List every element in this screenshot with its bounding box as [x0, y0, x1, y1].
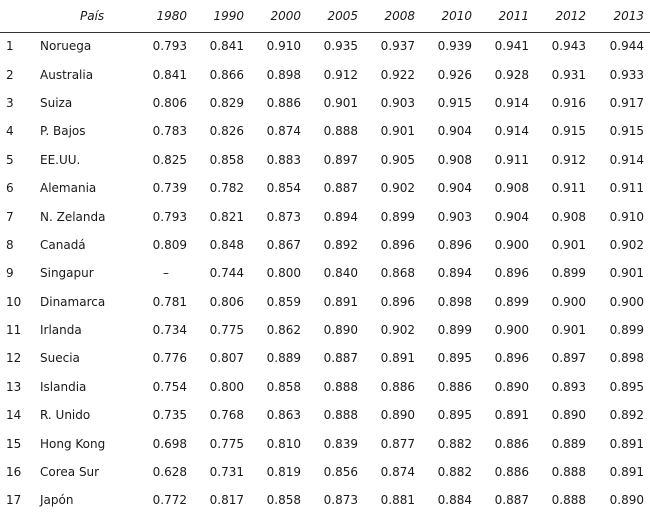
row-rank: 5	[6, 152, 14, 167]
table-body	[0, 32, 650, 515]
header-year: 2008	[384, 8, 415, 23]
row-value: 0.937	[380, 39, 415, 54]
table-row	[0, 288, 650, 316]
table-row	[0, 344, 650, 372]
row-rank: 10	[6, 294, 22, 309]
row-value: –	[163, 266, 169, 281]
row-rank: 2	[6, 67, 14, 82]
row-value: 0.841	[152, 67, 187, 82]
row-value: 0.891	[380, 351, 415, 366]
row-value: 0.858	[209, 152, 244, 167]
row-value: 0.829	[209, 95, 244, 110]
row-value: 0.941	[494, 39, 529, 54]
table-row	[0, 32, 650, 60]
row-value: 0.735	[152, 408, 187, 423]
row-value: 0.903	[437, 209, 472, 224]
row-value: 0.900	[551, 294, 586, 309]
row-value: 0.868	[380, 266, 415, 281]
row-value: 0.877	[380, 436, 415, 451]
row-value: 0.884	[437, 493, 472, 508]
row-value: 0.825	[152, 152, 187, 167]
row-value: 0.806	[152, 95, 187, 110]
row-value: 0.862	[266, 323, 301, 338]
row-value: 0.899	[437, 323, 472, 338]
row-value: 0.943	[551, 39, 586, 54]
row-value: 0.886	[494, 436, 529, 451]
table-row	[0, 259, 650, 287]
row-value: 0.939	[437, 39, 472, 54]
row-rank: 8	[6, 237, 14, 252]
row-value: 0.911	[494, 152, 529, 167]
row-value: 0.783	[152, 124, 187, 139]
row-value: 0.744	[209, 266, 244, 281]
row-value: 0.858	[266, 493, 301, 508]
row-rank: 14	[6, 408, 22, 423]
table-row	[0, 401, 650, 429]
row-value: 0.895	[437, 408, 472, 423]
row-value: 0.899	[551, 266, 586, 281]
row-value: 0.902	[380, 181, 415, 196]
header-country: País	[80, 8, 105, 23]
table-row	[0, 202, 650, 230]
row-value: 0.841	[209, 39, 244, 54]
row-value: 0.887	[323, 351, 358, 366]
row-rank: 13	[6, 379, 22, 394]
row-value: 0.628	[152, 465, 187, 480]
row-country: Noruega	[40, 39, 92, 54]
row-value: 0.890	[380, 408, 415, 423]
row-value: 0.821	[209, 209, 244, 224]
row-value: 0.886	[380, 379, 415, 394]
row-country: Hong Kong	[40, 436, 106, 451]
row-value: 0.928	[494, 67, 529, 82]
row-value: 0.754	[152, 379, 187, 394]
row-value: 0.888	[551, 465, 586, 480]
row-value: 0.915	[609, 124, 644, 139]
row-value: 0.897	[551, 351, 586, 366]
header-year: 2010	[441, 8, 472, 23]
row-value: 0.900	[609, 294, 644, 309]
row-value: 0.809	[152, 237, 187, 252]
row-value: 0.915	[437, 95, 472, 110]
row-value: 0.901	[380, 124, 415, 139]
row-value: 0.886	[437, 379, 472, 394]
row-value: 0.890	[551, 408, 586, 423]
table-row	[0, 60, 650, 88]
row-value: 0.873	[266, 209, 301, 224]
row-value: 0.839	[323, 436, 358, 451]
row-rank: 15	[6, 436, 22, 451]
table-row	[0, 231, 650, 259]
row-country: Alemania	[40, 181, 97, 196]
row-value: 0.912	[551, 152, 586, 167]
row-value: 0.910	[266, 39, 301, 54]
row-value: 0.731	[209, 465, 244, 480]
row-value: 0.894	[437, 266, 472, 281]
header-year: 2012	[555, 8, 586, 23]
row-value: 0.901	[551, 237, 586, 252]
row-value: 0.866	[209, 67, 244, 82]
row-value: 0.888	[323, 124, 358, 139]
table-row	[0, 373, 650, 401]
row-value: 0.800	[209, 379, 244, 394]
row-value: 0.922	[380, 67, 415, 82]
row-country: Irlanda	[40, 323, 82, 338]
header-row	[0, 0, 650, 32]
header-year: 2013	[613, 8, 644, 23]
row-value: 0.911	[551, 181, 586, 196]
row-value: 0.858	[266, 379, 301, 394]
row-value: 0.912	[323, 67, 358, 82]
row-value: 0.898	[266, 67, 301, 82]
row-value: 0.895	[609, 379, 644, 394]
header-year: 1980	[156, 8, 187, 23]
table-row	[0, 429, 650, 457]
row-value: 0.908	[437, 152, 472, 167]
row-value: 0.874	[266, 124, 301, 139]
row-value: 0.917	[609, 95, 644, 110]
row-value: 0.806	[209, 294, 244, 309]
row-value: 0.933	[609, 67, 644, 82]
table-row	[0, 316, 650, 344]
row-value: 0.904	[494, 209, 529, 224]
row-value: 0.739	[152, 181, 187, 196]
row-rank: 17	[6, 493, 22, 508]
row-value: 0.889	[551, 436, 586, 451]
row-value: 0.900	[494, 237, 529, 252]
row-value: 0.775	[209, 323, 244, 338]
row-value: 0.899	[494, 294, 529, 309]
row-country: R. Unido	[40, 408, 91, 423]
row-value: 0.888	[551, 493, 586, 508]
row-value: 0.915	[551, 124, 586, 139]
table-row	[0, 117, 650, 145]
table-row	[0, 458, 650, 486]
row-value: 0.897	[323, 152, 358, 167]
row-value: 0.859	[266, 294, 301, 309]
row-country: Dinamarca	[40, 294, 106, 309]
row-rank: 1	[6, 39, 14, 54]
row-value: 0.768	[209, 408, 244, 423]
row-country: N. Zelanda	[40, 209, 106, 224]
row-value: 0.793	[152, 39, 187, 54]
row-value: 0.902	[380, 323, 415, 338]
row-value: 0.926	[437, 67, 472, 82]
row-value: 0.896	[494, 351, 529, 366]
row-value: 0.826	[209, 124, 244, 139]
header-year: 2011	[498, 8, 529, 23]
row-value: 0.896	[380, 237, 415, 252]
row-value: 0.898	[437, 294, 472, 309]
row-value: 0.914	[494, 124, 529, 139]
row-value: 0.891	[609, 436, 644, 451]
row-value: 0.772	[152, 493, 187, 508]
row-value: 0.931	[551, 67, 586, 82]
row-value: 0.819	[266, 465, 301, 480]
row-rank: 16	[6, 465, 22, 480]
header-year: 2005	[327, 8, 358, 23]
row-rank: 3	[6, 95, 14, 110]
row-value: 0.793	[152, 209, 187, 224]
row-value: 0.882	[437, 465, 472, 480]
row-value: 0.800	[266, 266, 301, 281]
row-value: 0.904	[437, 181, 472, 196]
row-value: 0.892	[323, 237, 358, 252]
row-value: 0.886	[494, 465, 529, 480]
header-year: 1990	[213, 8, 244, 23]
row-value: 0.890	[494, 379, 529, 394]
row-value: 0.782	[209, 181, 244, 196]
row-value: 0.889	[266, 351, 301, 366]
row-value: 0.776	[152, 351, 187, 366]
row-value: 0.781	[152, 294, 187, 309]
row-country: Suecia	[40, 351, 80, 366]
row-value: 0.892	[609, 408, 644, 423]
row-rank: 11	[6, 323, 22, 338]
row-value: 0.908	[551, 209, 586, 224]
row-value: 0.890	[609, 493, 644, 508]
row-value: 0.881	[380, 493, 415, 508]
row-value: 0.891	[494, 408, 529, 423]
row-country: P. Bajos	[40, 124, 86, 139]
row-value: 0.894	[323, 209, 358, 224]
row-value: 0.899	[380, 209, 415, 224]
row-rank: 4	[6, 124, 14, 139]
row-rank: 9	[6, 266, 14, 281]
row-value: 0.891	[323, 294, 358, 309]
table-row	[0, 146, 650, 174]
row-value: 0.898	[609, 351, 644, 366]
row-rank: 7	[6, 209, 14, 224]
row-value: 0.775	[209, 436, 244, 451]
row-value: 0.905	[380, 152, 415, 167]
row-value: 0.888	[323, 408, 358, 423]
row-value: 0.901	[551, 323, 586, 338]
row-country: EE.UU.	[40, 152, 81, 167]
row-value: 0.891	[609, 465, 644, 480]
row-value: 0.873	[323, 493, 358, 508]
row-value: 0.901	[323, 95, 358, 110]
row-value: 0.896	[494, 266, 529, 281]
row-value: 0.734	[152, 323, 187, 338]
row-country: Canadá	[40, 237, 86, 252]
row-value: 0.901	[609, 266, 644, 281]
table-header	[0, 0, 650, 32]
row-value: 0.903	[380, 95, 415, 110]
row-country: Japón	[40, 493, 74, 508]
row-country: Singapur	[40, 266, 94, 281]
row-value: 0.882	[437, 436, 472, 451]
row-value: 0.900	[494, 323, 529, 338]
row-value: 0.911	[609, 181, 644, 196]
row-value: 0.887	[494, 493, 529, 508]
table-row	[0, 486, 650, 514]
row-country: Islandia	[40, 379, 87, 394]
table-row	[0, 174, 650, 202]
row-value: 0.848	[209, 237, 244, 252]
row-value: 0.698	[152, 436, 187, 451]
row-value: 0.856	[323, 465, 358, 480]
row-value: 0.883	[266, 152, 301, 167]
row-value: 0.910	[609, 209, 644, 224]
row-value: 0.896	[437, 237, 472, 252]
row-value: 0.908	[494, 181, 529, 196]
row-value: 0.890	[323, 323, 358, 338]
row-value: 0.914	[609, 152, 644, 167]
row-country: Australia	[40, 67, 94, 82]
row-value: 0.807	[209, 351, 244, 366]
row-value: 0.895	[437, 351, 472, 366]
row-value: 0.904	[437, 124, 472, 139]
header-year: 2000	[270, 8, 301, 23]
row-value: 0.896	[380, 294, 415, 309]
row-value: 0.817	[209, 493, 244, 508]
row-value: 0.867	[266, 237, 301, 252]
row-value: 0.935	[323, 39, 358, 54]
row-country: Corea Sur	[40, 465, 100, 480]
row-value: 0.874	[380, 465, 415, 480]
row-value: 0.888	[323, 379, 358, 394]
row-rank: 6	[6, 181, 14, 196]
row-value: 0.886	[266, 95, 301, 110]
row-value: 0.916	[551, 95, 586, 110]
row-value: 0.944	[609, 39, 644, 54]
row-value: 0.840	[323, 266, 358, 281]
row-value: 0.854	[266, 181, 301, 196]
row-value: 0.902	[609, 237, 644, 252]
row-value: 0.810	[266, 436, 301, 451]
row-value: 0.893	[551, 379, 586, 394]
row-value: 0.863	[266, 408, 301, 423]
row-value: 0.899	[609, 323, 644, 338]
row-value: 0.887	[323, 181, 358, 196]
row-rank: 12	[6, 351, 22, 366]
row-value: 0.914	[494, 95, 529, 110]
row-country: Suiza	[40, 95, 73, 110]
table-row	[0, 89, 650, 117]
